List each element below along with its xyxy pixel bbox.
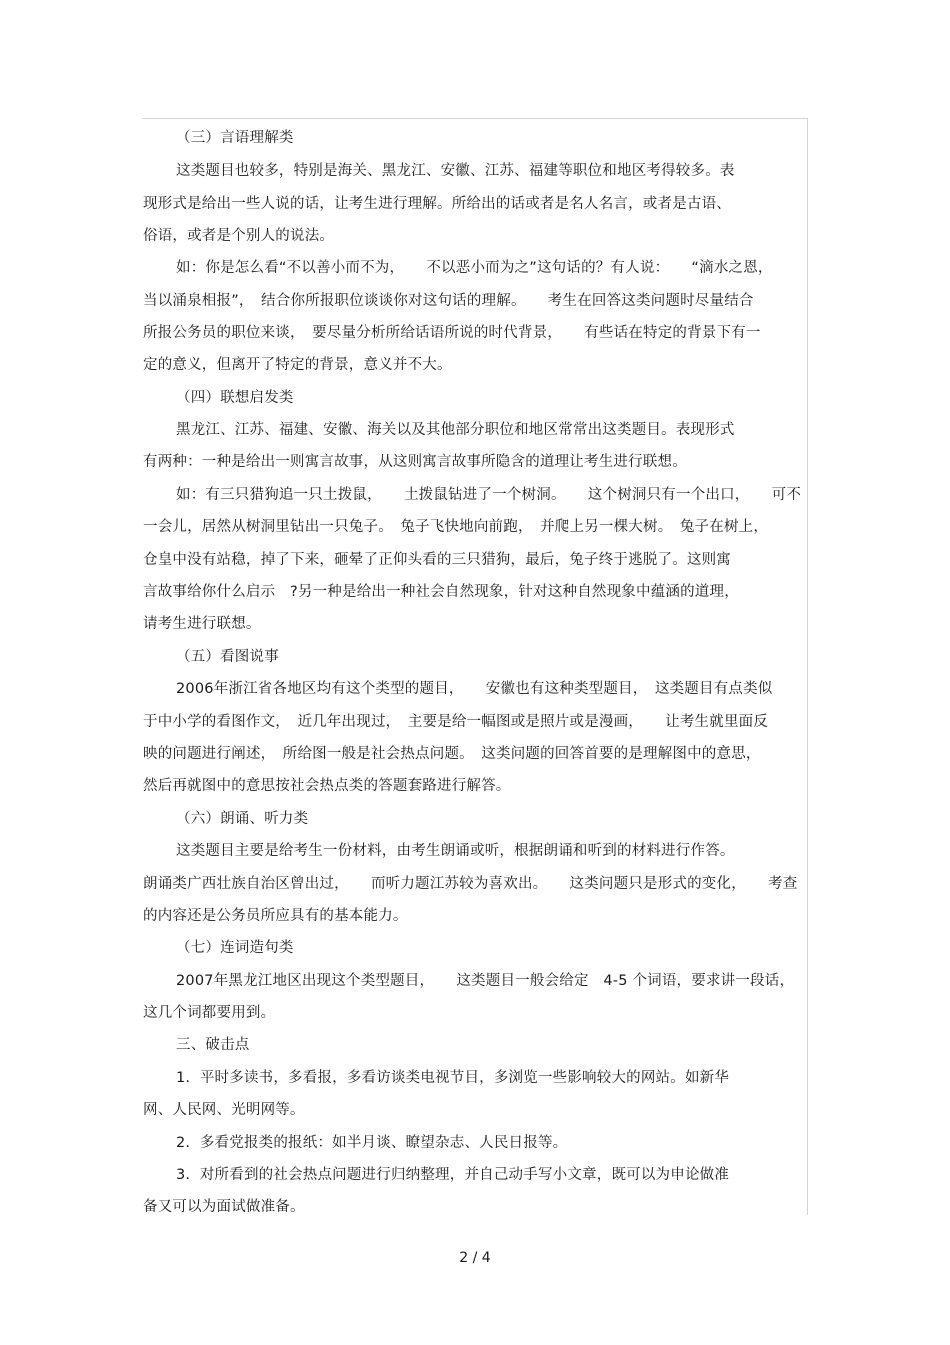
paragraph-line: 仓皇中没有站稳，掉了下来，砸晕了正仰头看的三只猎狗，最后，兔子终于逃脱了。这则寓 [143,552,731,568]
section-heading-4: （四）联想启发类 [176,390,294,406]
list-item-1: 1. 平时多读书，多看报，多看访谈类电视节目，多浏览一些影响较大的网站。如新华 [176,1070,730,1086]
paragraph-line: 俗语，或者是个别人的说法。 [143,228,335,244]
section-heading-part3: 三、破击点 [176,1037,250,1053]
paragraph-line: 有两种：一种是给出一则寓言故事，从这则寓言故事所隐含的道理让考生进行联想。 [143,454,687,470]
section-heading-5: （五）看图说事 [176,649,279,665]
list-item-1-cont: 网、人民网、光明网等。 [143,1102,305,1118]
paragraph-line: 这类题目也较多，特别是海关、黑龙江、安徽、江苏、福建等职位和地区考得较多。表 [176,163,735,179]
list-item-2: 2. 多看党报类的报纸：如半月谈、瞭望杂志、人民日报等。 [176,1135,568,1151]
page-number: 2 / 4 [459,1250,491,1266]
paragraph-line: 映的问题进行阐述， 所给图一般是社会热点问题。 这类问题的回答首要的是理解图中的意思， [143,746,761,762]
paragraph-line: 现形式是给出一些人说的话，让考生进行理解。所给出的话或者是名人名言，或者是古语、 [143,196,731,212]
paragraph-line: 这几个词都要用到。 [143,1005,276,1021]
list-item-3-cont: 备又可以为面试做准备。 [143,1199,305,1215]
paragraph-line: 黑龙江、江苏、福建、安徽、海关以及其他部分职位和地区常常出这类题目。表现形式 [176,422,735,438]
paragraph-line: 一会儿，居然从树洞里钻出一只兔子。 兔子飞快地向前跑， 并爬上另一棵大树。 兔子在树上， [143,519,769,535]
paragraph-line: 的内容还是公务员所应具有的基本能力。 [143,908,408,924]
paragraph-line: 朗诵类广西壮族自治区曾出过， 而听力题江苏较为喜欢出。 这类问题只是形式的变化， 考查 [143,876,798,892]
paragraph-line: 如：有三只猎狗追一只土拨鼠， 土拨鼠钻进了一个树洞。 这个树洞只有一个出口， 可不 [176,487,802,503]
paragraph-line: 请考生进行联想。 [143,616,261,632]
paragraph-line: 所报公务员的职位来谈， 要尽量分析所给话语所说的时代背景， 有些话在特定的背景下有一 [143,325,761,341]
paragraph-line: 2007年黑龙江地区出现这个类型题目， 这类题目一般会给定 4-5 个词语，要求讲一段话， [176,973,795,989]
paragraph-line: 2006年浙江省各地区均有这个类型的题目， 安徽也有这种类型题目， 这类题目有点类似 [176,681,773,697]
section-heading-7: （七）连词造句类 [176,940,294,956]
paragraph-line: 这类题目主要是给考生一份材料，由考生朗诵或听，根据朗诵和听到的材料进行作答。 [176,843,735,859]
section-heading-6: （六）朗诵、听力类 [176,811,309,827]
paragraph-line: 言故事给你什么启示 ?另一种是给出一种社会自然现象，针对这种自然现象中蕴涵的道理， [143,584,739,600]
paragraph-line: 当以涌泉相报”， 结合你所报职位谈谈你对这句话的理解。 考生在回答这类问题时尽量结合 [143,293,754,309]
paragraph-line: 定的意义，但离开了特定的背景，意义并不大。 [143,357,452,373]
paragraph-line: 如：你是怎么看“不以善小而不为， 不以恶小而为之”这句话的？有人说： “滴水之恩， [176,260,773,276]
section-heading-3: （三）言语理解类 [176,130,294,146]
paragraph-line: 然后再就图中的意思按社会热点类的答题套路进行解答。 [143,778,511,794]
list-item-3: 3. 对所看到的社会热点问题进行归纳整理，并自己动手写小文章，既可以为申论做准 [176,1167,730,1183]
paragraph-line: 于中小学的看图作文， 近几年出现过， 主要是给一幅图或是照片或是漫画， 让考生就里面反 [143,714,769,730]
